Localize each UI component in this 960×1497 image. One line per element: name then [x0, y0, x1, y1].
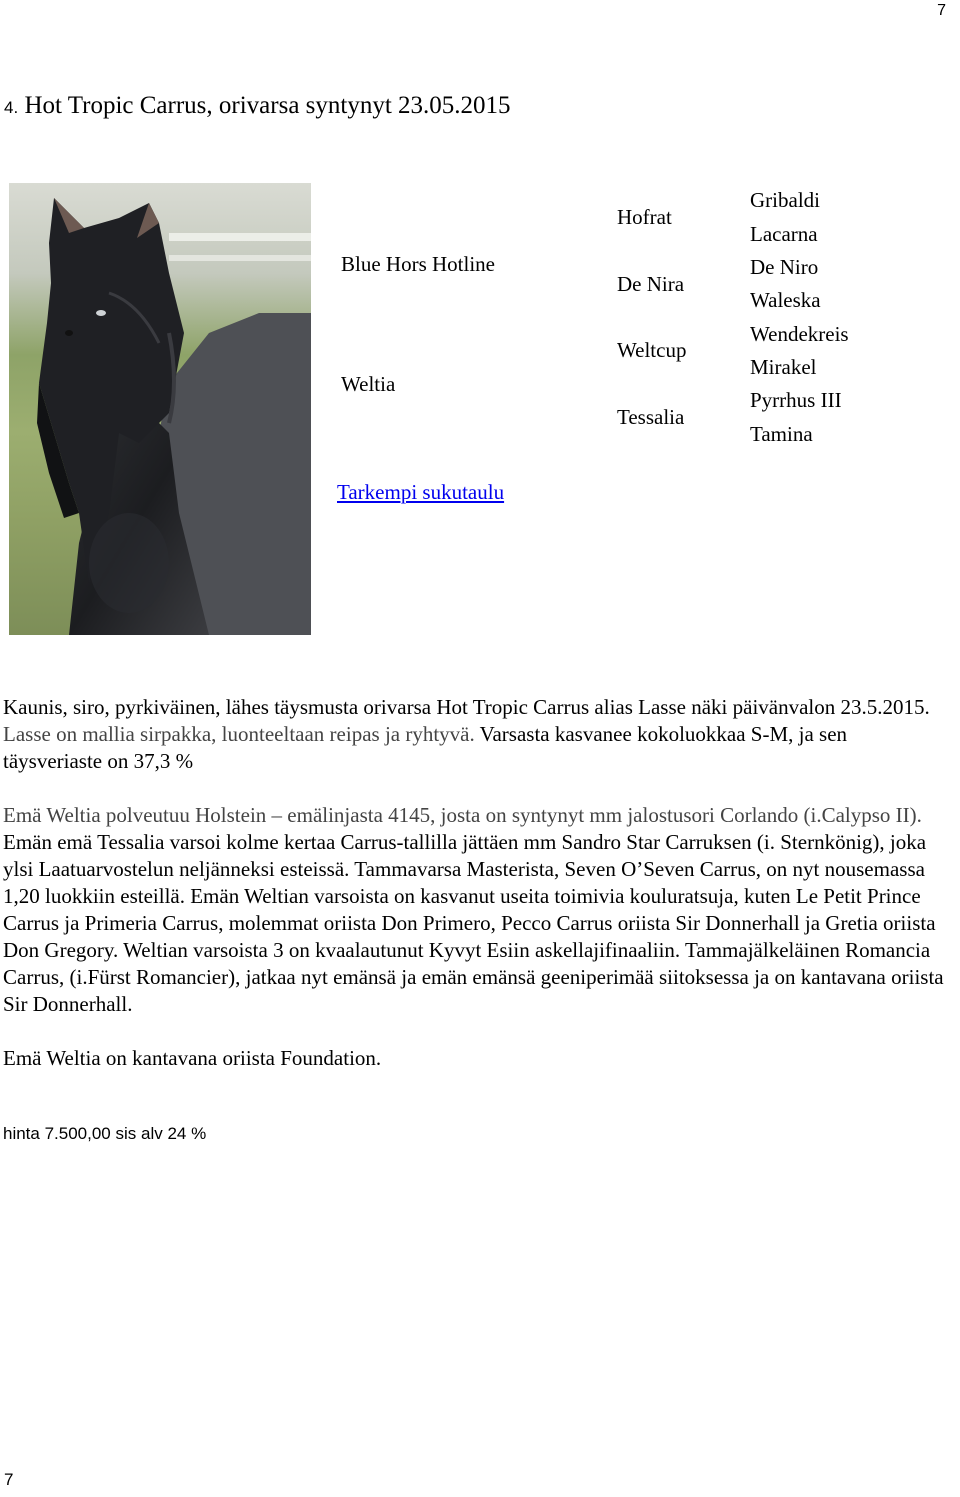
page-number-bottom: 7: [4, 1470, 14, 1489]
pedigree-ggp-1: Gribaldi: [750, 188, 820, 212]
foal-photo-graphic: [9, 183, 311, 635]
pedigree-dam-sire: Weltcup: [617, 338, 687, 362]
intro-character: Lasse on mallia sirpakka, luonteeltaan reipas ja ryhtyvä.: [3, 722, 475, 746]
intro-birth: Kaunis, siro, pyrkiväinen, lähes täysmusta orivarsa Hot Tropic Carrus alias Lasse näki päivänvalon 23.5.2015.: [3, 695, 930, 719]
heading-title: Hot Tropic Carrus, orivarsa syntynyt 23.05.2015: [24, 92, 511, 119]
price: hinta 7.500,00 sis alv 24 %: [3, 1124, 207, 1143]
pedigree-sire-sire: Hofrat: [617, 205, 672, 229]
pedigree-ggp-2: Lacarna: [750, 222, 818, 246]
foal-photo: [9, 183, 311, 635]
pedigree-dam: Weltia: [341, 372, 396, 396]
pedigree-ggp-6: Mirakel: [750, 355, 817, 379]
dam-line-origin: Emä Weltia polveutuu Holstein – emälinjasta 4145, josta on syntynyt mm jalostusori Corlando (i.Calypso II).: [3, 803, 922, 827]
pedigree-sire-dam: De Nira: [617, 272, 685, 296]
paragraph-in-foal: Emä Weltia on kantavana oriista Foundation.: [3, 1046, 382, 1070]
dam-line-offspring: Emän Weltian varsoista on kasvanut useita toimivia kouluratsuja, kuten Le Petit Prince Carrus ja Primeria Carrus, molemmat oriista Don Primero, Pecco Carrus oriista Sir Donnerhall ja Gretia oriista Don Gregory. Weltian varsoista 3 on kvaalautunut Kyvyt Esiin askellajifinaaliin. Tammajälkeläinen Romancia Carrus, (i.Fürst Romancier), jatkaa nyt emänsä ja emän emänsä geeniperimää siitoksessa ja on kantavana oriista Sir Donnerhall.: [3, 884, 944, 1016]
pedigree-dam-dam: Tessalia: [617, 405, 685, 429]
intro-size: Varsasta kasvanee kokoluokkaa S-M, ja sen täysveriaste on 37,3 %: [3, 722, 848, 773]
dam-line-granddam: Emän emä Tessalia varsoi kolme kertaa Carrus-tallilla jättäen mm Sandro Star Carruksen (i. Sternkönig), joka ylsi Laatuarvostelun neljänneksi esteissä.: [3, 830, 927, 881]
description: [3, 694, 948, 1072]
pedigree-ggp-5: Wendekreis: [750, 322, 849, 346]
pedigree-ggp-3: De Niro: [750, 255, 819, 279]
heading-number: 4.: [4, 98, 19, 117]
pedigree-sire: Blue Hors Hotline: [341, 252, 495, 276]
section-heading: [4, 92, 511, 120]
pedigree-ggp-8: Tamina: [750, 422, 813, 446]
paragraph-intro: [3, 694, 948, 775]
paragraph-dam-line: [3, 802, 948, 1018]
pedigree-link[interactable]: Tarkempi sukutaulu: [337, 480, 505, 504]
pedigree-ggp-4: Waleska: [750, 288, 821, 312]
page-number-top: 7: [937, 2, 946, 19]
pedigree-ggp-7: Pyrrhus III: [750, 388, 842, 412]
dam-line-filly: Tammavarsa Masterista, Seven O’Seven Carrus, on nyt nousemassa 1,20 luokkiin esteillä.: [3, 857, 925, 908]
